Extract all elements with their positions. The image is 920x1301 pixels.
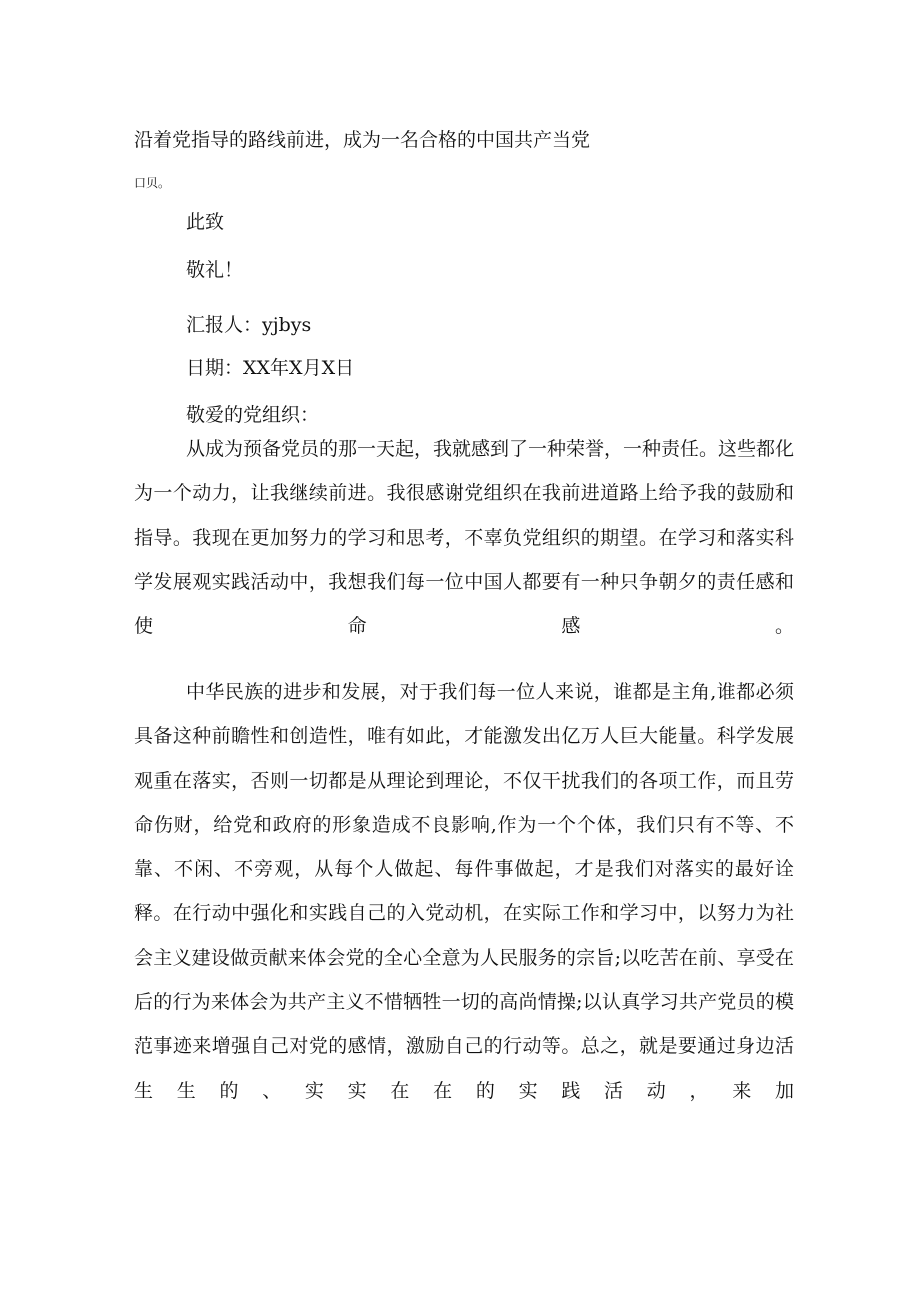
body-paragraph-2: 中华民族的进步和发展，对于我们每一位人来说，谁都是主角,谁都必须具备这种前瞻性和创造性，唯有如此，才能激发出亿万人巨大能量。科学发展观重在落实，否则一切都是从理论到理论，不仅干扰我们的各项工作，而且劳命伤财，给党和政府的形象造成不良影响,作为一个个体，我们只有不等、不靠、不闲、不旁观，从每个人做起、每件事做起，才是我们对落实的最好诠释。在行动中强化和实践自己的入党动机，在实际工作和学习中，以努力为社会主义建设做贡献来体会党的全心全意为人民服务的宗旨;以吃苦在前、享受在后的行为来体会为共产主义不惜牺牲一切的高尚情操;以认真学习共产党员的模范事迹来增强自己对党的感情，激励自己的行动等。总之，就是要通过身边活生生的、实实在在的实践活动，来加: [134, 681, 794, 1102]
text-line: 沿着党指导的路线前进，成为一名合格的中国共产当党: [134, 129, 591, 151]
text-line-continuation: 口贝。: [134, 176, 171, 190]
date-line: 日期：XX年X月X日: [186, 357, 355, 379]
salutation: 敬爱的党组织：: [186, 404, 320, 426]
closing-phrase: 此致: [186, 211, 225, 233]
reporter-line: 汇报人：yjbys: [186, 314, 312, 336]
closing-salute: 敬礼！: [186, 259, 244, 281]
body-paragraph-1: 从成为预备党员的那一天起，我就感到了一种荣誉，一种责任。这些都化为一个动力，让我继续前进。我很感谢党组织在我前进道路上给予我的鼓励和指导。我现在更加努力的学习和思考，不辜负党组织的期望。在学习和落实科学发展观实践活动中，我想我们每一位中国人都要有一种只争朝夕的责任感和使命感。: [134, 438, 795, 638]
